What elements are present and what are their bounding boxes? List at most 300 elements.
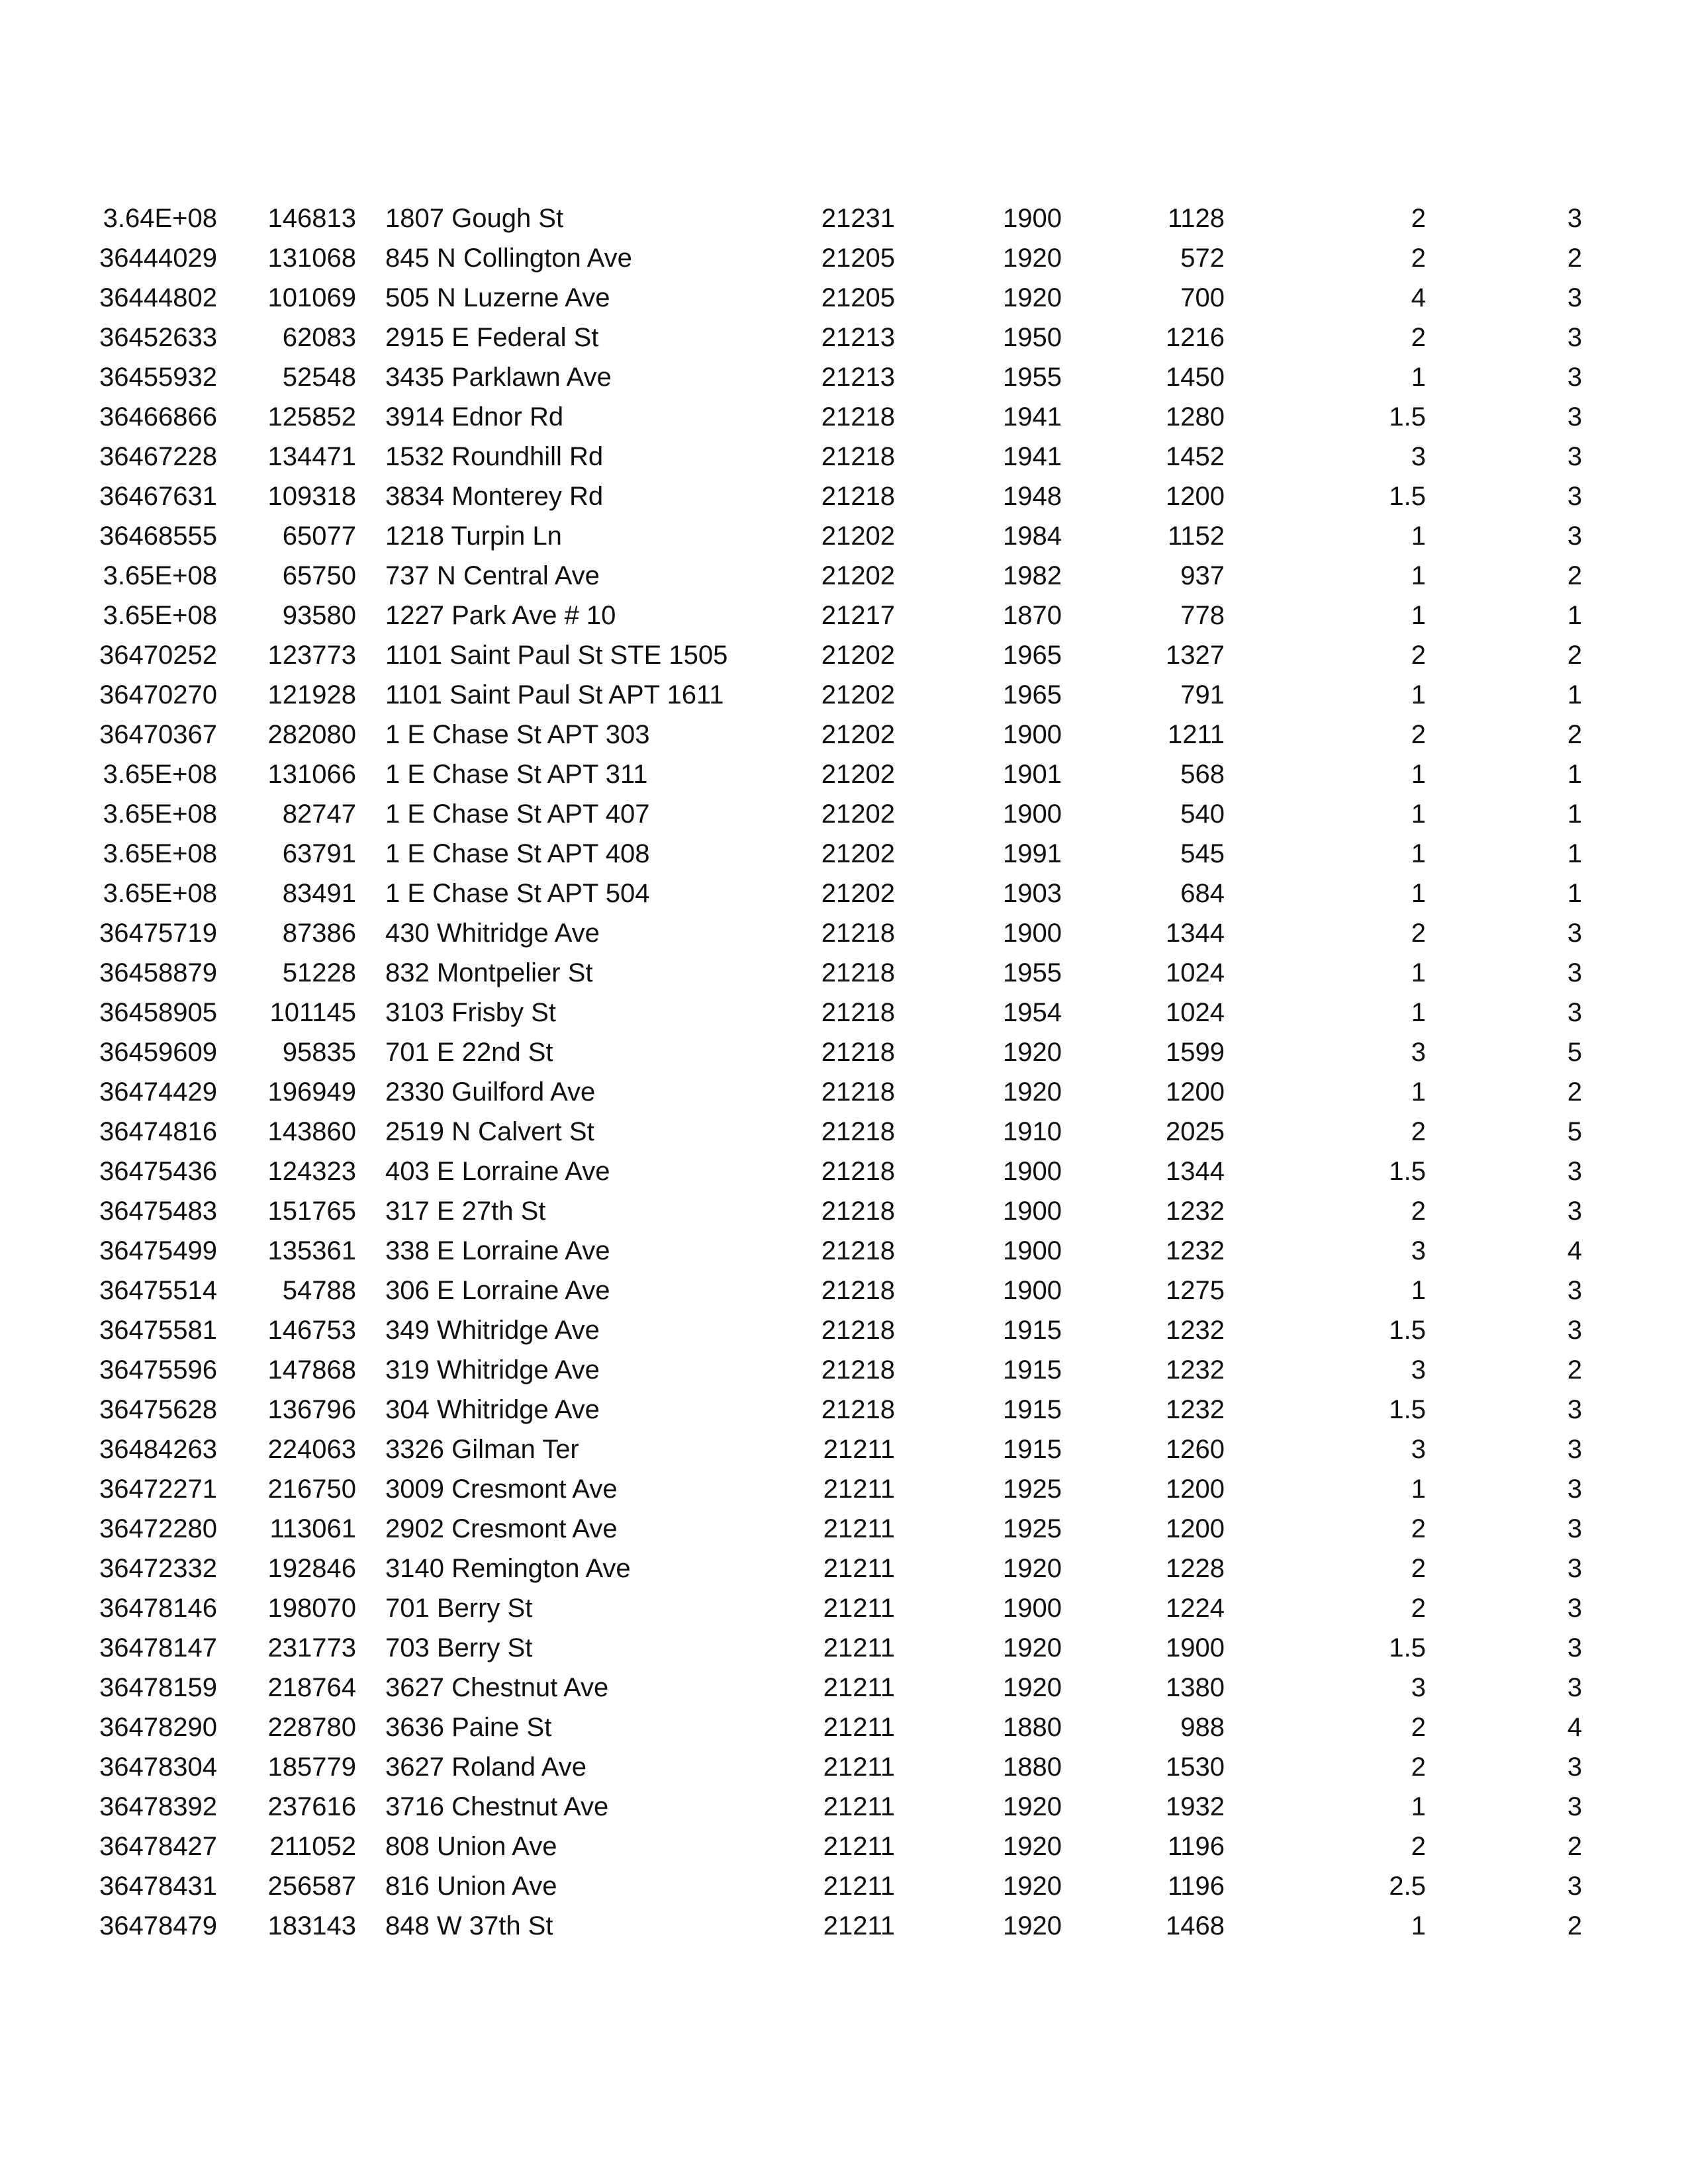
cell-year-built: 1920 [1003, 1633, 1062, 1662]
cell-bedrooms: 2 [1567, 1832, 1582, 1861]
cell-address: 1807 Gough St [385, 204, 564, 233]
cell-record-id: 36478427 [99, 1832, 217, 1861]
table-row [0, 1628, 1688, 1668]
cell-address: 304 Whitridge Ave [385, 1395, 600, 1424]
cell-zip-code: 21218 [821, 442, 895, 471]
cell-value: 87386 [282, 919, 356, 948]
table-row [0, 1787, 1688, 1827]
cell-zip-code: 21218 [821, 998, 895, 1027]
cell-value: 196949 [267, 1077, 356, 1107]
cell-square-feet: 568 [1180, 760, 1225, 789]
cell-square-feet: 1232 [1166, 1236, 1225, 1265]
cell-bathrooms: 2 [1411, 323, 1426, 352]
cell-record-id: 36472271 [99, 1475, 217, 1504]
table-row [0, 913, 1688, 953]
cell-bedrooms: 2 [1567, 1077, 1582, 1107]
cell-year-built: 1941 [1003, 442, 1062, 471]
cell-bedrooms: 4 [1567, 1713, 1582, 1742]
cell-bathrooms: 2 [1411, 919, 1426, 948]
table-row [0, 238, 1688, 278]
cell-record-id: 36470270 [99, 680, 217, 709]
table-row [0, 397, 1688, 437]
cell-zip-code: 21218 [821, 402, 895, 432]
table-row [0, 1390, 1688, 1430]
table-row [0, 993, 1688, 1032]
cell-square-feet: 1260 [1166, 1435, 1225, 1464]
cell-bathrooms: 2 [1411, 244, 1426, 273]
cell-record-id: 36458905 [99, 998, 217, 1027]
cell-zip-code: 21211 [823, 1872, 895, 1901]
cell-year-built: 1941 [1003, 402, 1062, 432]
cell-year-built: 1915 [1003, 1395, 1062, 1424]
cell-bedrooms: 1 [1567, 839, 1582, 868]
cell-bedrooms: 3 [1567, 1395, 1582, 1424]
cell-record-id: 36478479 [99, 1911, 217, 1940]
cell-year-built: 1948 [1003, 482, 1062, 511]
cell-bedrooms: 3 [1567, 1752, 1582, 1782]
cell-zip-code: 21202 [821, 760, 895, 789]
cell-value: 134471 [267, 442, 356, 471]
table-row [0, 1231, 1688, 1271]
cell-address: 701 E 22nd St [385, 1038, 553, 1067]
cell-value: 146813 [267, 204, 356, 233]
cell-zip-code: 21211 [823, 1911, 895, 1940]
cell-year-built: 1984 [1003, 522, 1062, 551]
table-row [0, 1072, 1688, 1112]
cell-square-feet: 684 [1180, 879, 1225, 908]
table-row [0, 1509, 1688, 1549]
cell-value: 124323 [267, 1157, 356, 1186]
cell-record-id: 36478290 [99, 1713, 217, 1742]
cell-square-feet: 1232 [1166, 1355, 1225, 1385]
cell-bathrooms: 2.5 [1389, 1872, 1426, 1901]
cell-bedrooms: 5 [1567, 1117, 1582, 1146]
cell-square-feet: 1450 [1166, 363, 1225, 392]
cell-square-feet: 1200 [1166, 1077, 1225, 1107]
cell-address: 2519 N Calvert St [385, 1117, 594, 1146]
table-row [0, 754, 1688, 794]
cell-zip-code: 21218 [821, 1117, 895, 1146]
cell-bathrooms: 4 [1411, 283, 1426, 312]
cell-square-feet: 1196 [1167, 1832, 1225, 1861]
cell-zip-code: 21202 [821, 680, 895, 709]
cell-record-id: 3.64E+08 [103, 204, 217, 233]
cell-address: 1101 Saint Paul St APT 1611 [385, 680, 724, 709]
cell-bathrooms: 2 [1411, 1554, 1426, 1583]
cell-bathrooms: 2 [1411, 1752, 1426, 1782]
cell-square-feet: 1152 [1167, 522, 1225, 551]
cell-record-id: 36470367 [99, 720, 217, 749]
cell-square-feet: 1452 [1166, 442, 1225, 471]
cell-year-built: 1965 [1003, 641, 1062, 670]
cell-record-id: 36444029 [99, 244, 217, 273]
table-row [0, 1152, 1688, 1191]
cell-address: 1101 Saint Paul St STE 1505 [385, 641, 728, 670]
cell-record-id: 36478159 [99, 1673, 217, 1702]
cell-zip-code: 21218 [821, 919, 895, 948]
cell-square-feet: 1327 [1166, 641, 1225, 670]
cell-year-built: 1925 [1003, 1475, 1062, 1504]
cell-zip-code: 21202 [821, 641, 895, 670]
data-table [0, 199, 1688, 1946]
cell-value: 101069 [267, 283, 356, 312]
cell-address: 317 E 27th St [385, 1197, 546, 1226]
cell-value: 65750 [282, 561, 356, 590]
cell-record-id: 36467228 [99, 442, 217, 471]
cell-record-id: 36470252 [99, 641, 217, 670]
cell-zip-code: 21213 [821, 323, 895, 352]
cell-address: 3435 Parklawn Ave [385, 363, 612, 392]
cell-record-id: 3.65E+08 [103, 799, 217, 829]
cell-zip-code: 21218 [821, 1236, 895, 1265]
cell-address: 3103 Frisby St [385, 998, 556, 1027]
cell-value: 83491 [282, 879, 356, 908]
cell-bedrooms: 3 [1567, 323, 1582, 352]
cell-square-feet: 1280 [1166, 402, 1225, 432]
cell-square-feet: 700 [1180, 283, 1225, 312]
cell-zip-code: 21218 [821, 1157, 895, 1186]
cell-square-feet: 1128 [1167, 204, 1225, 233]
cell-address: 319 Whitridge Ave [385, 1355, 600, 1385]
cell-bedrooms: 3 [1567, 482, 1582, 511]
cell-year-built: 1920 [1003, 1038, 1062, 1067]
table-row [0, 477, 1688, 516]
cell-address: 816 Union Ave [385, 1872, 557, 1901]
cell-bathrooms: 1 [1411, 839, 1426, 868]
cell-value: 131066 [267, 760, 356, 789]
cell-bathrooms: 2 [1411, 641, 1426, 670]
cell-bathrooms: 1 [1411, 522, 1426, 551]
cell-value: 143860 [267, 1117, 356, 1146]
table-row [0, 1827, 1688, 1866]
cell-value: 101145 [269, 998, 356, 1027]
cell-square-feet: 1468 [1166, 1911, 1225, 1940]
cell-year-built: 1920 [1003, 1872, 1062, 1901]
cell-address: 808 Union Ave [385, 1832, 557, 1861]
cell-square-feet: 1232 [1166, 1197, 1225, 1226]
cell-square-feet: 540 [1180, 799, 1225, 829]
cell-record-id: 36478392 [99, 1792, 217, 1821]
table-row [0, 1032, 1688, 1072]
cell-record-id: 36475596 [99, 1355, 217, 1385]
cell-value: 146753 [267, 1316, 356, 1345]
cell-year-built: 1900 [1003, 1157, 1062, 1186]
cell-record-id: 3.65E+08 [103, 760, 217, 789]
table-row [0, 357, 1688, 397]
table-row [0, 1112, 1688, 1152]
cell-value: 192846 [267, 1554, 356, 1583]
cell-square-feet: 1344 [1166, 1157, 1225, 1186]
cell-value: 109318 [267, 482, 356, 511]
cell-year-built: 1991 [1003, 839, 1062, 868]
cell-bedrooms: 2 [1567, 641, 1582, 670]
cell-year-built: 1880 [1003, 1713, 1062, 1742]
cell-bathrooms: 1.5 [1389, 402, 1426, 432]
cell-bathrooms: 3 [1411, 1673, 1426, 1702]
cell-record-id: 36458879 [99, 958, 217, 987]
cell-record-id: 36475628 [99, 1395, 217, 1424]
cell-bedrooms: 1 [1567, 760, 1582, 789]
cell-zip-code: 21218 [821, 1316, 895, 1345]
table-row [0, 199, 1688, 238]
cell-year-built: 1915 [1003, 1355, 1062, 1385]
cell-bathrooms: 2 [1411, 1713, 1426, 1742]
cell-address: 3636 Paine St [385, 1713, 552, 1742]
table-row [0, 1310, 1688, 1350]
cell-bedrooms: 3 [1567, 1514, 1582, 1543]
cell-zip-code: 21205 [821, 244, 895, 273]
cell-year-built: 1900 [1003, 720, 1062, 749]
cell-year-built: 1900 [1003, 799, 1062, 829]
cell-record-id: 36455932 [99, 363, 217, 392]
cell-value: 65077 [282, 522, 356, 551]
cell-address: 2902 Cresmont Ave [385, 1514, 618, 1543]
cell-address: 1227 Park Ave # 10 [385, 601, 616, 630]
table-row [0, 1866, 1688, 1906]
cell-record-id: 36475719 [99, 919, 217, 948]
cell-address: 3009 Cresmont Ave [385, 1475, 618, 1504]
cell-bedrooms: 3 [1567, 958, 1582, 987]
table-row [0, 1668, 1688, 1707]
cell-record-id: 36478431 [99, 1872, 217, 1901]
cell-year-built: 1901 [1003, 760, 1062, 789]
cell-square-feet: 1900 [1166, 1633, 1225, 1662]
cell-bedrooms: 3 [1567, 1594, 1582, 1623]
cell-year-built: 1910 [1003, 1117, 1062, 1146]
table-row [0, 556, 1688, 596]
cell-zip-code: 21202 [821, 799, 895, 829]
cell-zip-code: 21213 [821, 363, 895, 392]
cell-square-feet: 1228 [1166, 1554, 1225, 1583]
cell-address: 3716 Chestnut Ave [385, 1792, 609, 1821]
cell-bedrooms: 3 [1567, 1475, 1582, 1504]
cell-zip-code: 21211 [823, 1713, 895, 1742]
table-row [0, 675, 1688, 715]
table-row [0, 1588, 1688, 1628]
cell-year-built: 1870 [1003, 601, 1062, 630]
cell-bedrooms: 3 [1567, 1276, 1582, 1305]
cell-record-id: 36475581 [99, 1316, 217, 1345]
cell-bedrooms: 3 [1567, 1792, 1582, 1821]
cell-value: 82747 [282, 799, 356, 829]
cell-year-built: 1920 [1003, 1792, 1062, 1821]
cell-zip-code: 21211 [823, 1792, 895, 1821]
cell-value: 95835 [282, 1038, 356, 1067]
cell-record-id: 36467631 [99, 482, 217, 511]
cell-address: 403 E Lorraine Ave [385, 1157, 610, 1186]
cell-value: 125852 [267, 402, 356, 432]
cell-bathrooms: 2 [1411, 1514, 1426, 1543]
cell-record-id: 36475483 [99, 1197, 217, 1226]
cell-bedrooms: 3 [1567, 442, 1582, 471]
cell-record-id: 36478147 [99, 1633, 217, 1662]
cell-year-built: 1900 [1003, 204, 1062, 233]
cell-year-built: 1915 [1003, 1435, 1062, 1464]
cell-value: 113061 [269, 1514, 356, 1543]
cell-bathrooms: 1.5 [1389, 1395, 1426, 1424]
cell-record-id: 36478146 [99, 1594, 217, 1623]
cell-bathrooms: 2 [1411, 204, 1426, 233]
cell-value: 62083 [282, 323, 356, 352]
cell-square-feet: 572 [1180, 244, 1225, 273]
cell-bathrooms: 1 [1411, 760, 1426, 789]
cell-record-id: 3.65E+08 [103, 561, 217, 590]
cell-address: 1 E Chase St APT 311 [385, 760, 648, 789]
cell-zip-code: 21218 [821, 1038, 895, 1067]
cell-zip-code: 21211 [823, 1435, 895, 1464]
cell-zip-code: 21211 [823, 1832, 895, 1861]
cell-record-id: 36468555 [99, 522, 217, 551]
cell-bathrooms: 3 [1411, 1236, 1426, 1265]
cell-value: 151765 [267, 1197, 356, 1226]
cell-year-built: 1920 [1003, 283, 1062, 312]
cell-bathrooms: 1 [1411, 958, 1426, 987]
table-row [0, 715, 1688, 754]
cell-address: 3627 Roland Ave [385, 1752, 586, 1782]
table-row [0, 1549, 1688, 1588]
cell-bedrooms: 3 [1567, 919, 1582, 948]
cell-bathrooms: 1 [1411, 799, 1426, 829]
cell-bedrooms: 2 [1567, 561, 1582, 590]
cell-zip-code: 21202 [821, 522, 895, 551]
cell-value: 121928 [267, 680, 356, 709]
cell-square-feet: 1224 [1166, 1594, 1225, 1623]
cell-square-feet: 1200 [1166, 1514, 1225, 1543]
cell-bedrooms: 2 [1567, 720, 1582, 749]
cell-zip-code: 21202 [821, 561, 895, 590]
cell-record-id: 3.65E+08 [103, 601, 217, 630]
cell-square-feet: 1232 [1166, 1316, 1225, 1345]
cell-address: 338 E Lorraine Ave [385, 1236, 610, 1265]
cell-value: 147868 [267, 1355, 356, 1385]
cell-value: 52548 [282, 363, 356, 392]
cell-address: 306 E Lorraine Ave [385, 1276, 610, 1305]
cell-zip-code: 21218 [821, 958, 895, 987]
cell-bathrooms: 1 [1411, 1276, 1426, 1305]
cell-value: 282080 [267, 720, 356, 749]
table-row [0, 1906, 1688, 1946]
cell-year-built: 1920 [1003, 244, 1062, 273]
cell-zip-code: 21211 [823, 1633, 895, 1662]
cell-bathrooms: 1 [1411, 363, 1426, 392]
table-row [0, 1430, 1688, 1469]
cell-record-id: 36475514 [99, 1276, 217, 1305]
cell-address: 1532 Roundhill Rd [385, 442, 604, 471]
cell-value: 63791 [282, 839, 356, 868]
cell-bathrooms: 1 [1411, 1911, 1426, 1940]
cell-value: 256587 [267, 1872, 356, 1901]
cell-zip-code: 21211 [823, 1752, 895, 1782]
cell-value: 224063 [267, 1435, 356, 1464]
cell-bedrooms: 4 [1567, 1236, 1582, 1265]
cell-bedrooms: 1 [1567, 799, 1582, 829]
cell-value: 93580 [282, 601, 356, 630]
table-row [0, 953, 1688, 993]
cell-year-built: 1900 [1003, 919, 1062, 948]
table-row [0, 635, 1688, 675]
cell-bedrooms: 3 [1567, 283, 1582, 312]
cell-bathrooms: 3 [1411, 1355, 1426, 1385]
cell-address: 3914 Ednor Rd [385, 402, 564, 432]
cell-bathrooms: 1 [1411, 879, 1426, 908]
cell-square-feet: 988 [1180, 1713, 1225, 1742]
cell-value: 183143 [267, 1911, 356, 1940]
cell-bedrooms: 3 [1567, 363, 1582, 392]
table-row [0, 874, 1688, 913]
cell-bathrooms: 2 [1411, 1197, 1426, 1226]
cell-square-feet: 1275 [1166, 1276, 1225, 1305]
cell-address: 3834 Monterey Rd [385, 482, 604, 511]
cell-square-feet: 1232 [1166, 1395, 1225, 1424]
cell-address: 703 Berry St [385, 1633, 533, 1662]
cell-address: 737 N Central Ave [385, 561, 600, 590]
cell-value: 216750 [267, 1475, 356, 1504]
cell-year-built: 1925 [1003, 1514, 1062, 1543]
cell-year-built: 1954 [1003, 998, 1062, 1027]
table-row [0, 278, 1688, 318]
cell-square-feet: 1344 [1166, 919, 1225, 948]
cell-value: 228780 [267, 1713, 356, 1742]
cell-value: 135361 [267, 1236, 356, 1265]
cell-zip-code: 21231 [821, 204, 895, 233]
cell-zip-code: 21218 [821, 1355, 895, 1385]
cell-zip-code: 21217 [821, 601, 895, 630]
cell-value: 185779 [267, 1752, 356, 1782]
cell-year-built: 1982 [1003, 561, 1062, 590]
cell-year-built: 1955 [1003, 363, 1062, 392]
cell-record-id: 36459609 [99, 1038, 217, 1067]
cell-record-id: 3.65E+08 [103, 839, 217, 868]
cell-zip-code: 21211 [823, 1594, 895, 1623]
cell-bedrooms: 3 [1567, 1673, 1582, 1702]
cell-zip-code: 21202 [821, 720, 895, 749]
cell-year-built: 1903 [1003, 879, 1062, 908]
table-row [0, 834, 1688, 874]
cell-bathrooms: 1 [1411, 1077, 1426, 1107]
cell-bedrooms: 1 [1567, 879, 1582, 908]
cell-zip-code: 21218 [821, 1276, 895, 1305]
cell-record-id: 36475499 [99, 1236, 217, 1265]
cell-record-id: 36478304 [99, 1752, 217, 1782]
cell-bathrooms: 1.5 [1389, 1633, 1426, 1662]
cell-square-feet: 1196 [1167, 1872, 1225, 1901]
cell-square-feet: 1024 [1166, 958, 1225, 987]
cell-record-id: 36475436 [99, 1157, 217, 1186]
cell-bedrooms: 3 [1567, 1197, 1582, 1226]
cell-square-feet: 545 [1180, 839, 1225, 868]
cell-zip-code: 21205 [821, 283, 895, 312]
cell-value: 211052 [269, 1832, 356, 1861]
cell-bathrooms: 1.5 [1389, 1316, 1426, 1345]
cell-bathrooms: 3 [1411, 1038, 1426, 1067]
cell-bedrooms: 5 [1567, 1038, 1582, 1067]
cell-bathrooms: 1 [1411, 680, 1426, 709]
cell-record-id: 36474429 [99, 1077, 217, 1107]
cell-square-feet: 1530 [1166, 1752, 1225, 1782]
cell-year-built: 1950 [1003, 323, 1062, 352]
cell-bathrooms: 2 [1411, 720, 1426, 749]
cell-value: 237616 [267, 1792, 356, 1821]
cell-year-built: 1920 [1003, 1673, 1062, 1702]
cell-zip-code: 21218 [821, 1395, 895, 1424]
table-row [0, 1747, 1688, 1787]
cell-year-built: 1965 [1003, 680, 1062, 709]
cell-record-id: 36452633 [99, 323, 217, 352]
cell-square-feet: 1380 [1166, 1673, 1225, 1702]
cell-bedrooms: 3 [1567, 1633, 1582, 1662]
table-row [0, 1707, 1688, 1747]
cell-bedrooms: 3 [1567, 998, 1582, 1027]
